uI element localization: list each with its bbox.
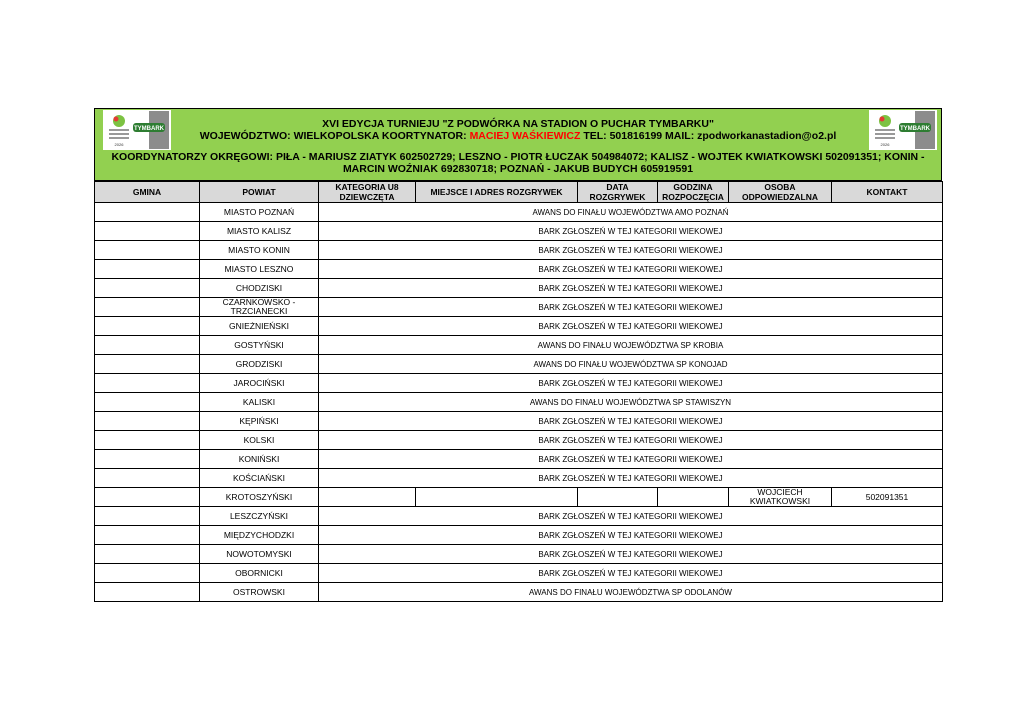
powiat-cell: MIĘDZYCHODZKI: [200, 526, 319, 545]
powiat-cell: GRODZISKI: [200, 355, 319, 374]
powiat-cell: CZARNKOWSKO - TRZCIANECKI: [200, 298, 319, 317]
table-row: [95, 374, 943, 393]
powiat-cell: KALISKI: [200, 393, 319, 412]
column-header: POWIAT: [200, 182, 319, 203]
column-header: KATEGORIA U8 DZIEWCZĘTA: [319, 182, 416, 203]
table-row: [95, 469, 943, 488]
powiat-cell: CHODZISKI: [200, 279, 319, 298]
table-row: [95, 317, 943, 336]
table-row: [95, 355, 943, 374]
time-cell: [658, 488, 729, 507]
gmina-cell: [95, 374, 200, 393]
status-note-cell: BARK ZGŁOSZEŃ W TEJ KATEGORII WIEKOWEJ: [319, 526, 943, 545]
status-note-cell: BARK ZGŁOSZEŃ W TEJ KATEGORII WIEKOWEJ: [319, 564, 943, 583]
status-note-cell: BARK ZGŁOSZEŃ W TEJ KATEGORII WIEKOWEJ: [319, 469, 943, 488]
venue-cell: [416, 488, 578, 507]
table-row: [95, 241, 943, 260]
status-note-cell: BARK ZGŁOSZEŃ W TEJ KATEGORII WIEKOWEJ: [319, 298, 943, 317]
gmina-cell: [95, 355, 200, 374]
table-row: [95, 450, 943, 469]
tournament-title: XVI EDYCJA TURNIEJU "Z PODWÓRKA NA STADION O PUCHAR TYMBARKU": [322, 118, 714, 130]
column-header: DATA ROZGRYWEK: [578, 182, 658, 203]
powiat-cell: GNIEŻNIEŃSKI: [200, 317, 319, 336]
table-row: [95, 564, 943, 583]
gmina-cell: [95, 469, 200, 488]
status-note-cell: BARK ZGŁOSZEŃ W TEJ KATEGORII WIEKOWEJ: [319, 545, 943, 564]
table-row: [95, 393, 943, 412]
table-row: [95, 222, 943, 241]
voivodeship-line: [95, 130, 941, 142]
gmina-cell: [95, 526, 200, 545]
status-note-cell: BARK ZGŁOSZEŃ W TEJ KATEGORII WIEKOWEJ: [319, 279, 943, 298]
status-note-cell: BARK ZGŁOSZEŃ W TEJ KATEGORII WIEKOWEJ: [319, 374, 943, 393]
column-header: KONTAKT: [832, 182, 943, 203]
contact-info: TEL: 501816199 MAIL: zpodworkanastadion@o2.pl: [580, 130, 837, 142]
table-row: [95, 545, 943, 564]
table-body: [95, 203, 943, 602]
contact-cell: 502091351: [832, 488, 943, 507]
table-row: [95, 279, 943, 298]
table-row: [95, 488, 943, 507]
responsible-person-cell: WOJCIECH KWIATKOWSKI: [729, 488, 832, 507]
column-header: OSOBA ODPOWIEDZALNA: [729, 182, 832, 203]
logo-year-left: 2026: [114, 142, 124, 147]
table-row: [95, 583, 943, 602]
table-row: [95, 526, 943, 545]
powiat-cell: KĘPIŃSKI: [200, 412, 319, 431]
gmina-cell: [95, 412, 200, 431]
powiat-cell: MIASTO POZNAŃ: [200, 203, 319, 222]
gmina-cell: [95, 222, 200, 241]
powiat-cell: LESZCZYŃSKI: [200, 507, 319, 526]
table-row: [95, 260, 943, 279]
gmina-cell: [95, 393, 200, 412]
games-table: [94, 181, 943, 602]
powiat-cell: MIASTO KALISZ: [200, 222, 319, 241]
status-note-cell: AWANS DO FINAŁU WOJEWÓDZTWA SP STAWISZYN: [319, 393, 943, 412]
table-row: [95, 412, 943, 431]
gmina-cell: [95, 279, 200, 298]
column-header: GODZINA ROZPOCZĘCIA: [658, 182, 729, 203]
status-note-cell: BARK ZGŁOSZEŃ W TEJ KATEGORII WIEKOWEJ: [319, 507, 943, 526]
gmina-cell: [95, 545, 200, 564]
status-note-cell: BARK ZGŁOSZEŃ W TEJ KATEGORII WIEKOWEJ: [319, 431, 943, 450]
gmina-cell: [95, 450, 200, 469]
status-note-cell: BARK ZGŁOSZEŃ W TEJ KATEGORII WIEKOWEJ: [319, 412, 943, 431]
table-row: [95, 203, 943, 222]
voivodeship-prefix: WOJEWÓDZTWO: WIELKOPOLSKA KOORTYNATOR:: [199, 130, 470, 142]
powiat-cell: MIASTO LESZNO: [200, 260, 319, 279]
table-row: [95, 431, 943, 450]
gmina-cell: [95, 298, 200, 317]
status-note-cell: AWANS DO FINAŁU WOJEWÓDZTWA AMO POZNAŃ: [319, 203, 943, 222]
status-note-cell: AWANS DO FINAŁU WOJEWÓDZTWA SP ODOLANÓW: [319, 583, 943, 602]
powiat-cell: NOWOTOMYSKI: [200, 545, 319, 564]
powiat-cell: GOSTYŃSKI: [200, 336, 319, 355]
category-cell: [319, 488, 416, 507]
table-row: [95, 298, 943, 317]
powiat-cell: KROTOSZYŃSKI: [200, 488, 319, 507]
status-note-cell: BARK ZGŁOSZEŃ W TEJ KATEGORII WIEKOWEJ: [319, 317, 943, 336]
status-note-cell: BARK ZGŁOSZEŃ W TEJ KATEGORII WIEKOWEJ: [319, 450, 943, 469]
gmina-cell: [95, 431, 200, 450]
powiat-cell: JAROCIŃSKI: [200, 374, 319, 393]
coordinator-name: MACIEJ WAŚKIEWICZ: [469, 130, 581, 142]
gmina-cell: [95, 317, 200, 336]
gmina-cell: [95, 203, 200, 222]
status-note-cell: BARK ZGŁOSZEŃ W TEJ KATEGORII WIEKOWEJ: [319, 260, 943, 279]
gmina-cell: [95, 583, 200, 602]
gmina-cell: [95, 507, 200, 526]
spreadsheet: [94, 108, 942, 602]
logo-text-right: TYMBARK: [900, 126, 930, 132]
gmina-cell: [95, 488, 200, 507]
powiat-cell: OBORNICKI: [200, 564, 319, 583]
powiat-cell: KONIŃSKI: [200, 450, 319, 469]
logo-year-right: 2026: [880, 142, 890, 147]
status-note-cell: AWANS DO FINAŁU WOJEWÓDZTWA SP KROBIA: [319, 336, 943, 355]
column-header: MIEJSCE I ADRES ROZGRYWEK: [416, 182, 578, 203]
powiat-cell: OSTROWSKI: [200, 583, 319, 602]
status-note-cell: AWANS DO FINAŁU WOJEWÓDZTWA SP KONOJAD: [319, 355, 943, 374]
powiat-cell: KOŚCIAŃSKI: [200, 469, 319, 488]
status-note-cell: BARK ZGŁOSZEŃ W TEJ KATEGORII WIEKOWEJ: [319, 241, 943, 260]
column-header: GMINA: [95, 182, 200, 203]
table-row: [95, 336, 943, 355]
gmina-cell: [95, 564, 200, 583]
date-cell: [578, 488, 658, 507]
gmina-cell: [95, 260, 200, 279]
powiat-cell: MIASTO KONIN: [200, 241, 319, 260]
table-row: [95, 507, 943, 526]
status-note-cell: BARK ZGŁOSZEŃ W TEJ KATEGORII WIEKOWEJ: [319, 222, 943, 241]
table-header-row: [95, 182, 943, 203]
header-banner: [94, 108, 942, 181]
gmina-cell: [95, 336, 200, 355]
gmina-cell: [95, 241, 200, 260]
district-coordinators: KOORDYNATORZY OKRĘGOWI: PIŁA - MARIUSZ ZIATYK 602502729; LESZNO - PIOTR ŁUCZAK 504984072; KALISZ - WOJTEK KWIATKOWSKI 502091351; KONIN - MARCIN WOŹNIAK 692830718; POZNAŃ - JAKUB BUDYCH 605919591: [111, 151, 925, 175]
powiat-cell: KOLSKI: [200, 431, 319, 450]
logo-text-left: TYMBARK: [134, 126, 164, 132]
